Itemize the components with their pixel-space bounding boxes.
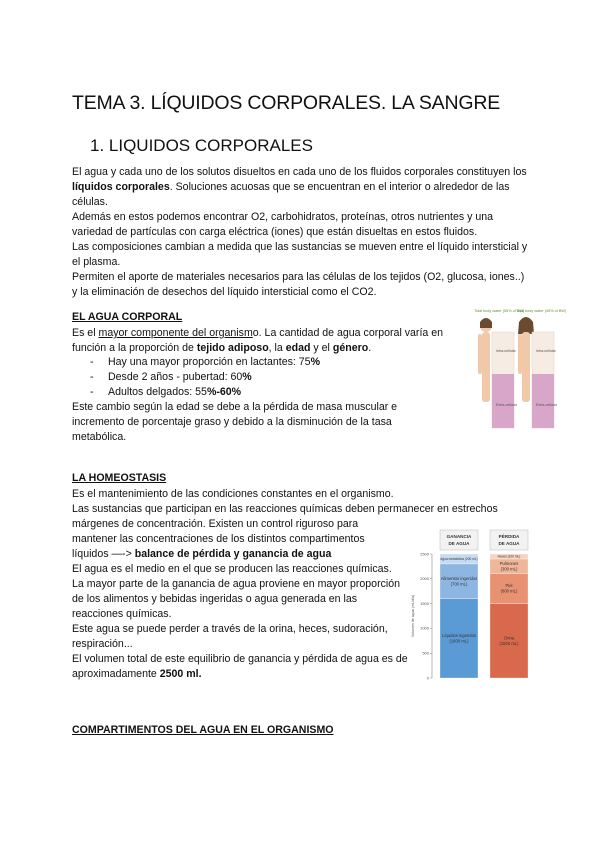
section-heading-compartimentos: COMPARTIMENTOS DEL AGUA EN EL ORGANISMO [72, 724, 334, 736]
page-title: TEMA 3. LÍQUIDOS CORPORALES. LA SANGRE [72, 92, 501, 114]
paragraph: Permiten el aporte de materiales necesarios para las células de los tejidos (O2, glucosa, iones..) y la eliminación de desechos del líquido intersticial como el CO2. [72, 271, 525, 298]
female-figure-label: Total body water (45% of BW) [516, 309, 567, 313]
chart-data-label: Agua metabólica (200 mL) [440, 557, 478, 562]
male-intracellular-label: Intra-cellular [496, 349, 516, 353]
paragraph: La mayor parte de la ganancia de agua proviene en mayor proporción de los alimentos y bebidas ingeridas o agua generada en las reacciones químicas. [72, 578, 401, 620]
chart-category-label: PÉRDIDA [498, 534, 520, 539]
section-heading-agua-corporal: EL AGUA CORPORAL [72, 311, 183, 323]
paragraph-line: líquidos —-> balance de pérdida y ganancia de agua [72, 548, 332, 560]
paragraph: Es el mantenimiento de las condiciones constantes en el organismo. [72, 488, 394, 500]
chart-data-label: (700 mL) [450, 581, 468, 587]
chart-y-tick-label: 2500 [420, 551, 429, 557]
chart-data-label: (300 mL) [500, 566, 518, 572]
agua-corporal-intro: Es el mayor componente del organismo. La cantidad de agua corporal varía en función a la proporción de tejido adiposo, la edad y el género. [72, 327, 444, 354]
chart-data-label: Heces (100 mL) [497, 554, 521, 559]
female-figure [518, 317, 558, 428]
list-item: - Adultos delgados: 55%-60% [90, 386, 242, 398]
section1-text [72, 165, 528, 300]
chart-y-tick-label: 500 [422, 650, 429, 656]
paragraph-line: mantener las concentraciones de los distintos compartimentos [72, 533, 365, 545]
chart-category-header [490, 530, 528, 550]
chart-y-tick-label: 1000 [420, 625, 429, 631]
chart-category-label: DE AGUA [498, 541, 520, 546]
section-heading-liquidos: 1. LIQUIDOS CORPORALES [90, 136, 313, 155]
chart-y-axis-label: Volumen de agua (mL/día) [411, 594, 415, 638]
chart-data-label: Alimentos ingeridos [440, 575, 478, 581]
paragraph: El volumen total de este equilibrio de ganancia y pérdida de agua es de aproximadamente 2500 ml. [72, 653, 408, 680]
paragraph: Este agua se puede perder a través de la orina, heces, sudoración, respiración... [72, 623, 388, 650]
chart-y-tick-label: 1500 [420, 600, 429, 606]
list-item: - Desde 2 años - pubertad: 60% [90, 371, 252, 383]
chart-y-tick-label: 0 [426, 675, 429, 681]
male-extracellular-label: Extra-cellular [496, 403, 517, 407]
chart-data-label: Orina [503, 635, 515, 641]
female-intracellular-label: Intra-cellular [536, 349, 556, 353]
paragraph-line: márgenes de concentración. Existen un control riguroso para [72, 518, 359, 530]
chart-category-header [440, 530, 478, 550]
section-heading-homeostasis: LA HOMEOSTASIS [72, 472, 167, 484]
female-extracellular-label: Extra-cellular [536, 403, 557, 407]
chart-data-label: (1500 mL) [499, 640, 519, 646]
water-balance-chart [408, 528, 532, 680]
agua-corporal-closing: Este cambio según la edad se debe a la pérdida de masa muscular e incremento de porcentaje graso y debido a la disminución de la tasa metabólica. [72, 401, 398, 443]
chart-category-label: DE AGUA [448, 541, 470, 546]
chart-category-label: GANANCIA [446, 534, 472, 539]
paragraph: Además en estos podemos encontrar O2, carbohidratos, proteínas, otros nutrientes y una variedad de partículas con carga eléctrica (iones) que están disueltas en estos fluidos. [72, 211, 494, 238]
male-figure [478, 318, 518, 428]
chart-y-tick-label: 2000 [420, 576, 429, 582]
chart-data-label: Líquidos ingeridos [442, 632, 476, 638]
paragraph: El agua es el medio en el que se producen las reacciones químicas. [72, 563, 392, 575]
paragraph-line: Las sustancias que participan en las reacciones químicas deben permanecer en estrechos [72, 503, 498, 515]
male-figure-label: Total body water (55% of BW) [474, 309, 525, 313]
chart-data-label: (600 mL) [500, 588, 518, 594]
chart-data-label: Pulmones [499, 560, 519, 566]
paragraph: El agua y cada uno de los solutos disueltos en cada uno de los fluidos corporales constituyen los líquidos corporales. Soluciones acuosas que se encuentran en el interior o alrededor de las células. [72, 166, 527, 208]
list-item: - Hay una mayor proporción en lactantes: 75% [90, 356, 320, 368]
body-water-figure [470, 304, 567, 434]
paragraph: Las composiciones cambian a medida que las sustancias se mueven entre el líquido intersticial y el plasma. [72, 241, 528, 268]
homeostasis-text-bottom [72, 562, 408, 682]
chart-data-label: Piel [505, 583, 513, 589]
chart-data-label: (1600 mL) [449, 638, 469, 644]
